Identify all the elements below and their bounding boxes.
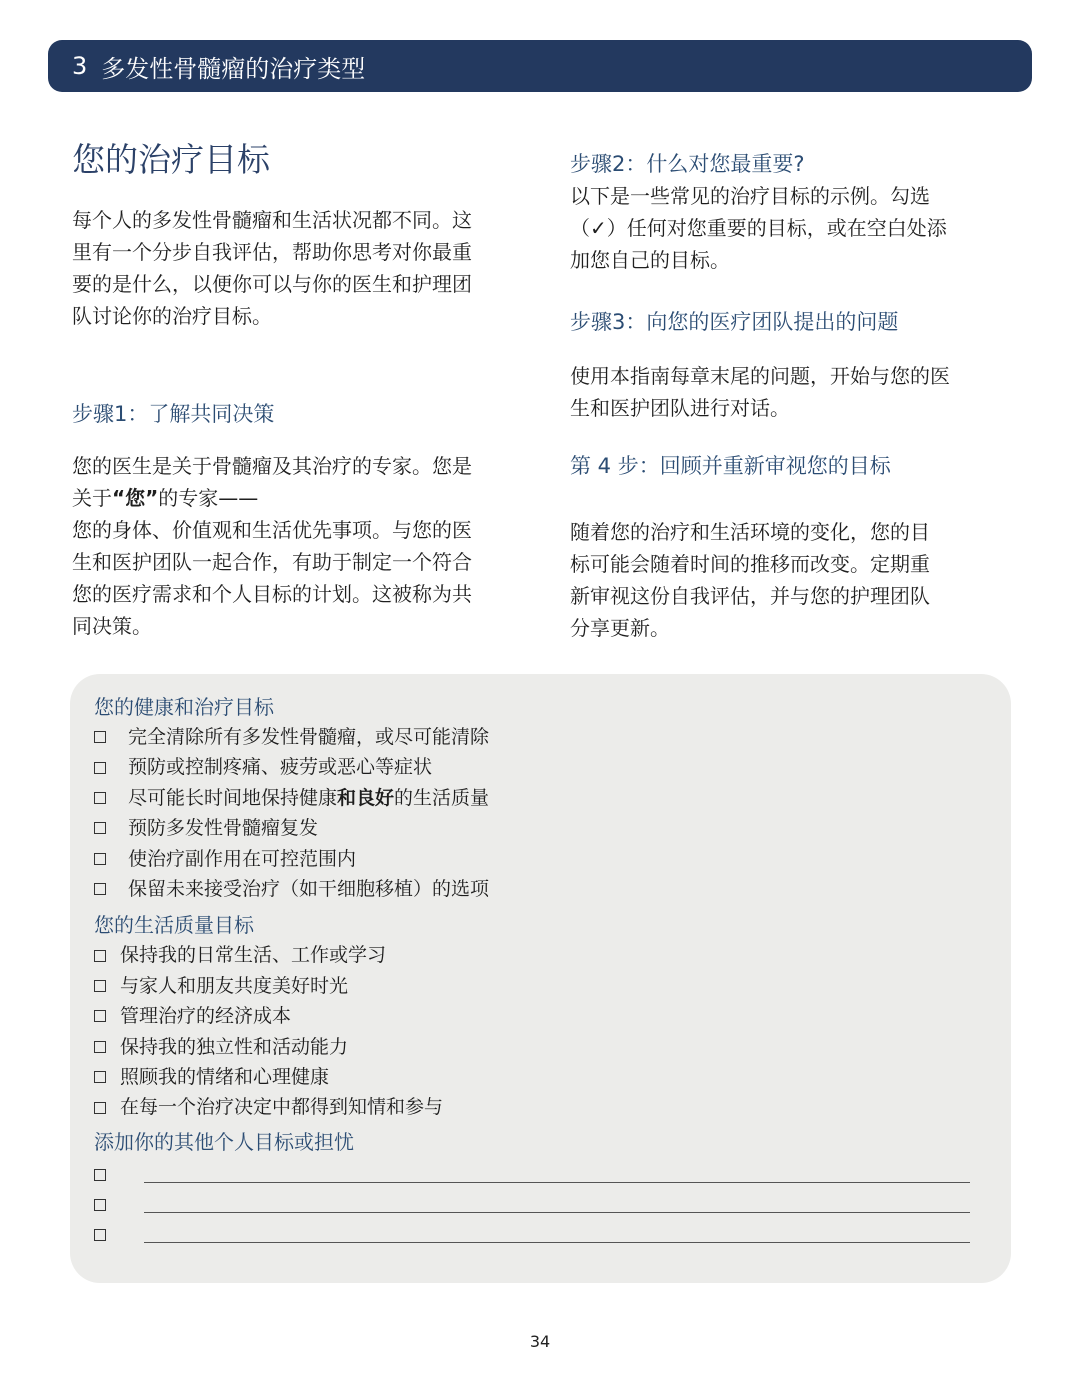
write-in-line[interactable] <box>144 1241 970 1243</box>
life-goal-item[interactable]: 照顾我的情绪和心理健康 <box>94 1062 987 1092</box>
checkbox[interactable] <box>94 1229 106 1241</box>
section-header <box>48 40 1032 92</box>
health-goal-item[interactable]: 完全清除所有多发性骨髓瘤，或尽可能清除 <box>94 722 987 752</box>
health-goal-item[interactable]: 预防多发性骨髓瘤复发 <box>94 813 987 843</box>
section-title: 多发性骨髓瘤的治疗类型 <box>101 54 366 83</box>
health-goal-item[interactable]: 预防或控制疼痛、疲劳或恶心等症状 <box>94 752 987 782</box>
life-goal-item[interactable]: 保持我的独立性和活动能力 <box>94 1032 987 1062</box>
custom-goal-row[interactable] <box>94 1217 987 1247</box>
health-goal-item[interactable]: 保留未来接受治疗（如干细胞移植）的选项 <box>94 874 987 904</box>
life-goal-item[interactable]: 管理治疗的经济成本 <box>94 1001 987 1031</box>
write-in-line[interactable] <box>144 1181 970 1183</box>
step3-heading: 步骤3：向您的医疗团队提出的问题 <box>570 310 899 334</box>
step2-paragraph: 以下是一些常见的治疗目标的示例。勾选 （✓）任何对您重要的目标，或在空白处添 加您自己的目标。 <box>570 184 947 272</box>
health-goals-title: 您的健康和治疗目标 <box>94 695 274 719</box>
custom-goals-title: 添加你的其他个人目标或担忧 <box>94 1129 354 1154</box>
life-goals-title: 您的生活质量目标 <box>94 913 254 938</box>
you-emphasis: “您” <box>112 486 159 510</box>
checkbox[interactable] <box>94 1041 106 1053</box>
right-column <box>570 148 1010 644</box>
page-title: 您的治疗目标 <box>72 140 270 179</box>
checkbox[interactable] <box>94 822 106 834</box>
checkbox[interactable] <box>94 762 106 774</box>
write-in-line[interactable] <box>144 1211 970 1213</box>
checkbox[interactable] <box>94 1199 106 1211</box>
custom-goal-row[interactable] <box>94 1187 987 1217</box>
checkbox[interactable] <box>94 1102 106 1114</box>
checkbox[interactable] <box>94 980 106 992</box>
goals-checklist-panel <box>70 674 1011 1283</box>
step1-paragraph: 您的医生是关于骨髓瘤及其治疗的专家。您是 关于“您”的专家—— 您的身体、价值观和生活优先事项。与您的医 生和医护团队一起合作，有助于制定一个符合 您的医疗需求和个人目标的计划。这被称为共 同决策。 <box>72 454 472 638</box>
health-goal-item[interactable]: 使治疗副作用在可控范围内 <box>94 844 987 874</box>
checkbox[interactable] <box>94 950 106 962</box>
step2-heading: 步骤2：什么对您最重要? <box>570 152 805 176</box>
step1-heading: 步骤1：了解共同决策 <box>72 402 275 426</box>
life-goal-item[interactable]: 保持我的日常生活、工作或学习 <box>94 940 987 970</box>
life-goal-item[interactable]: 在每一个治疗决定中都得到知情和参与 <box>94 1092 987 1122</box>
health-goal-item[interactable]: 尽可能长时间地保持健康 和良好 的生活质量 <box>94 783 987 813</box>
step3-paragraph: 使用本指南每章末尾的问题，开始与您的医 生和医护团队进行对话。 <box>570 364 950 420</box>
checkbox[interactable] <box>94 1010 106 1022</box>
page-number: 34 <box>529 1332 551 1351</box>
checkbox[interactable] <box>94 853 106 865</box>
checkbox[interactable] <box>94 1169 106 1181</box>
section-number: 3 <box>72 52 88 80</box>
life-goal-item[interactable]: 与家人和朋友共度美好时光 <box>94 971 987 1001</box>
checkbox[interactable] <box>94 883 106 895</box>
checkbox[interactable] <box>94 792 106 804</box>
checkbox[interactable] <box>94 1071 106 1083</box>
intro-paragraph: 每个人的多发性骨髓瘤和生活状况都不同。这 里有一个分步自我评估，帮助你思考对你最重 要的是什么，以便你可以与你的医生和护理团 队讨论你的治疗目标。 <box>72 208 472 328</box>
custom-goal-row[interactable] <box>94 1157 987 1187</box>
step4-heading: 第 4 步：回顾并重新审视您的目标 <box>570 454 891 478</box>
checkbox[interactable] <box>94 731 106 743</box>
step4-paragraph: 随着您的治疗和生活环境的变化，您的目 标可能会随着时间的推移而改变。定期重 新审视这份自我评估，并与您的护理团队 分享更新。 <box>570 520 930 640</box>
left-column <box>72 138 522 642</box>
